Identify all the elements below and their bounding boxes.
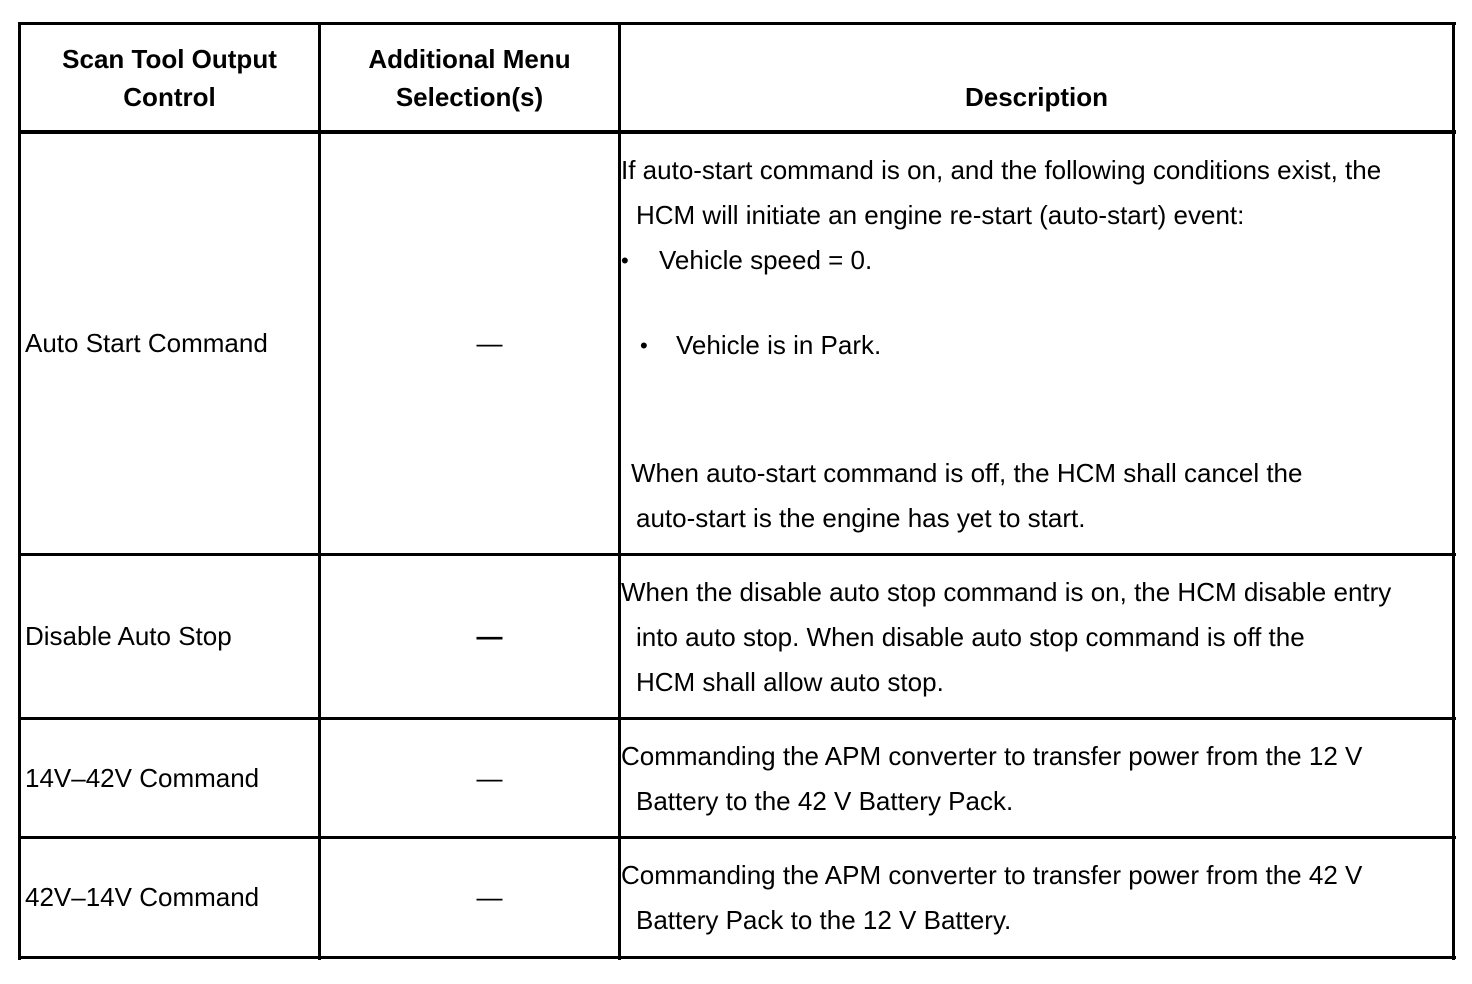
table-row-disable-auto-stop-selection	[321, 556, 658, 717]
desc-bullet-item: Vehicle is in Park.	[676, 330, 882, 360]
desc-line: auto-start is the engine has yet to start.	[636, 503, 1086, 533]
header-col3: Description	[964, 82, 1109, 112]
table-row-42v-14v-name	[21, 839, 318, 956]
table-top-border	[18, 22, 1456, 25]
desc-line: Battery Pack to the 12 V Battery.	[636, 905, 1012, 935]
table-row-auto-start-name	[21, 134, 318, 553]
table-row-auto-start-selection	[321, 134, 658, 553]
desc-line: When auto-start command is off, the HCM shall cancel the	[631, 458, 1303, 488]
header-col1-line2: Control	[123, 82, 216, 112]
header-col1-line1: Scan Tool Output	[62, 44, 277, 74]
header-scan-tool-output-control	[21, 40, 318, 116]
row-name: Auto Start Command	[25, 328, 268, 358]
row-selection: —	[476, 762, 503, 793]
row-name: 42V–14V Command	[25, 882, 260, 912]
header-additional-menu-selections	[321, 40, 618, 116]
table-row-42v-14v-selection	[321, 839, 658, 956]
table-row-14v-42v-selection	[321, 720, 658, 836]
output-control-table	[18, 22, 1456, 960]
desc-line: HCM will initiate an engine re-start (auto-start) event:	[636, 200, 1245, 230]
bullet-icon: •	[621, 248, 629, 273]
header-description	[621, 78, 1452, 116]
table-right-border	[1452, 22, 1455, 960]
desc-line: into auto stop. When disable auto stop command is off the	[636, 622, 1305, 652]
row-selection: —	[476, 328, 503, 358]
bullet-icon: •	[640, 333, 648, 358]
row-name: Disable Auto Stop	[25, 621, 232, 651]
desc-line: If auto-start command is on, and the following conditions exist, the	[621, 155, 1382, 185]
desc-bullet-item: Vehicle speed = 0.	[659, 245, 873, 275]
row-selection: —	[476, 621, 503, 651]
table-row-14v-42v-name	[21, 720, 318, 836]
table-bottom-border	[18, 956, 1456, 959]
desc-line: Battery to the 42 V Battery Pack.	[636, 786, 1014, 816]
row-selection: —	[476, 882, 503, 912]
desc-line: Commanding the APM converter to transfer power from the 12 V	[621, 741, 1363, 771]
header-col2-line2: Selection(s)	[395, 82, 544, 112]
desc-line: Commanding the APM converter to transfer power from the 42 V	[621, 860, 1363, 890]
header-col2-line1: Additional Menu	[368, 44, 571, 74]
desc-line: HCM shall allow auto stop.	[636, 667, 944, 697]
row-name: 14V–42V Command	[25, 762, 260, 793]
table-row-disable-auto-stop-name	[21, 556, 318, 717]
desc-line: When the disable auto stop command is on, the HCM disable entry	[621, 577, 1392, 607]
